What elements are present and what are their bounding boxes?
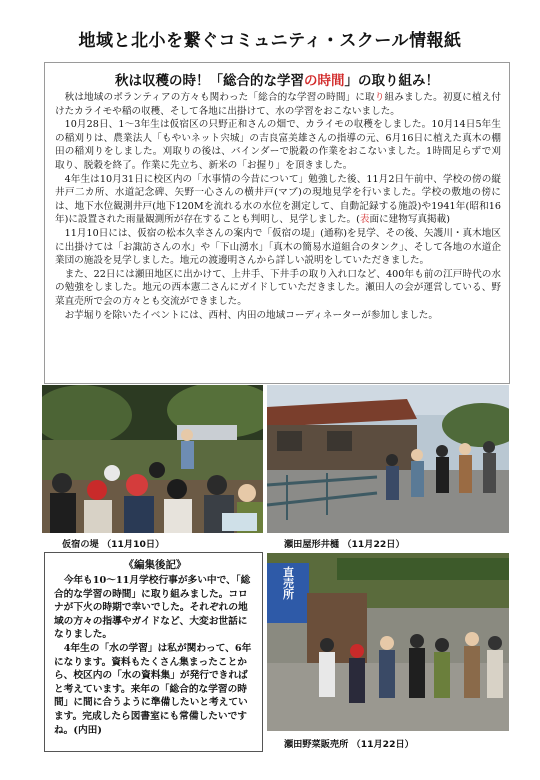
article-paragraph: 11月10日には、仮宿の松本久幸さんの案内で「仮宿の堤」(通称)を見学、その後、矢護川・真木地区に出掛けては「お諏訪さんの水」や「下山湧水」「真木の簡易水道組合のタンク」、そして各地の水道企業団の施設を見学しました。地元の渡邊明さんから詳しい説明をしていただきました。 xyxy=(55,227,501,267)
article-paragraph: 4年生は10月31日に校区内の「水事情の今昔について」勉強した後、11月2日午前中、学校の傍の縦井戸二カ所、水道記念碑、矢野一心さんの横井戸(マブ)の現地見学を行いました。学校の敷地の傍には、地下水位観測井戸(地下120Mを流れる水の水位を測定して、自動記録する施設)や1941年(昭和16年)に設置された雨量観測所が存在することも判明し、見学しました。(表面に建物写真掲載) xyxy=(55,173,501,226)
article-paragraph: また、22日には瀬田地区に出かけて、上井手、下井手の取り入れ口など、400年も前の江戸時代の水の勉強をしました。地元の西本憲二さんにガイドしていただきました。瀬田人の会が運営している、野菜直売所で会の方々とも交流ができました。 xyxy=(55,268,501,307)
editors-note-paragraph: 4年生の「水の学習」は私が関わって、6年になります。資料もたくさん集まったことから、校区内の「水の資料集」が発行できればと考えています。来年の「総合的な学習の時間」に間に合うように準備したいと考えています。完成したら図書室にも常備したいですね。(内田) xyxy=(54,642,252,736)
shop-sign-text: 直売所 xyxy=(281,566,295,600)
photo-seta-vegetable-stand xyxy=(267,553,509,731)
editors-note-body xyxy=(54,574,256,737)
editors-note-title: 《編集後記》 xyxy=(123,559,187,571)
editors-note-paragraph: 今年も10～11月学校行事が多い中で、「総合的な学習の時間」に取り組みました。コロナが下火の時期で幸いでした。それぞれの地域の方々の指導やガイドなど、大変お世話になりました。 xyxy=(54,575,251,641)
editors-note xyxy=(44,552,263,752)
photo-seta-weir xyxy=(267,385,509,533)
photo-karijuku-pond xyxy=(42,385,263,533)
photo-caption: 仮宿の堤 （11月10日） xyxy=(62,539,165,550)
article-paragraph: 秋は地域のボランティアの方々も関わった「総合的な学習の時間」に取り組みました。初夏に植え付けたカライモや稲の収穫、そして各地に出掛けて、水の学習をおこないました。 xyxy=(55,92,502,117)
photo-caption: 瀬田野菜販売所 （11月22日） xyxy=(284,739,414,750)
article-title: 秋は収穫の時！「総合的な学習の時間」の取り組み！ xyxy=(115,73,439,89)
article-paragraph: 10月28日、1～3年生は仮宿区の只野正和さんの畑で、カライモの収穫をしました。10月14日5年生の稲刈りは、農業法人「もやいネット宍城」の吉良富美雄さんの指導の元、6月16日に植えた真木の棚田の稲刈りをしました。刈取りの後は、バインダーで脱穀の作業をおこないました。1時間足らずで刈取り、脱穀を終了。作業に先立ち、新米の「お握り」を頂きました。 xyxy=(55,119,501,171)
article-body xyxy=(45,89,509,322)
newsletter-title: 地域と北小を繋ぐコミュニティ・スクール情報紙 xyxy=(78,31,462,51)
photo-caption: 瀬田屋形井樋 （11月22日） xyxy=(284,539,405,550)
main-article xyxy=(44,62,510,384)
article-paragraph: お芋堀りを除いたイベントには、西村、内田の地域コーディネーターが参加しました。 xyxy=(64,309,438,321)
